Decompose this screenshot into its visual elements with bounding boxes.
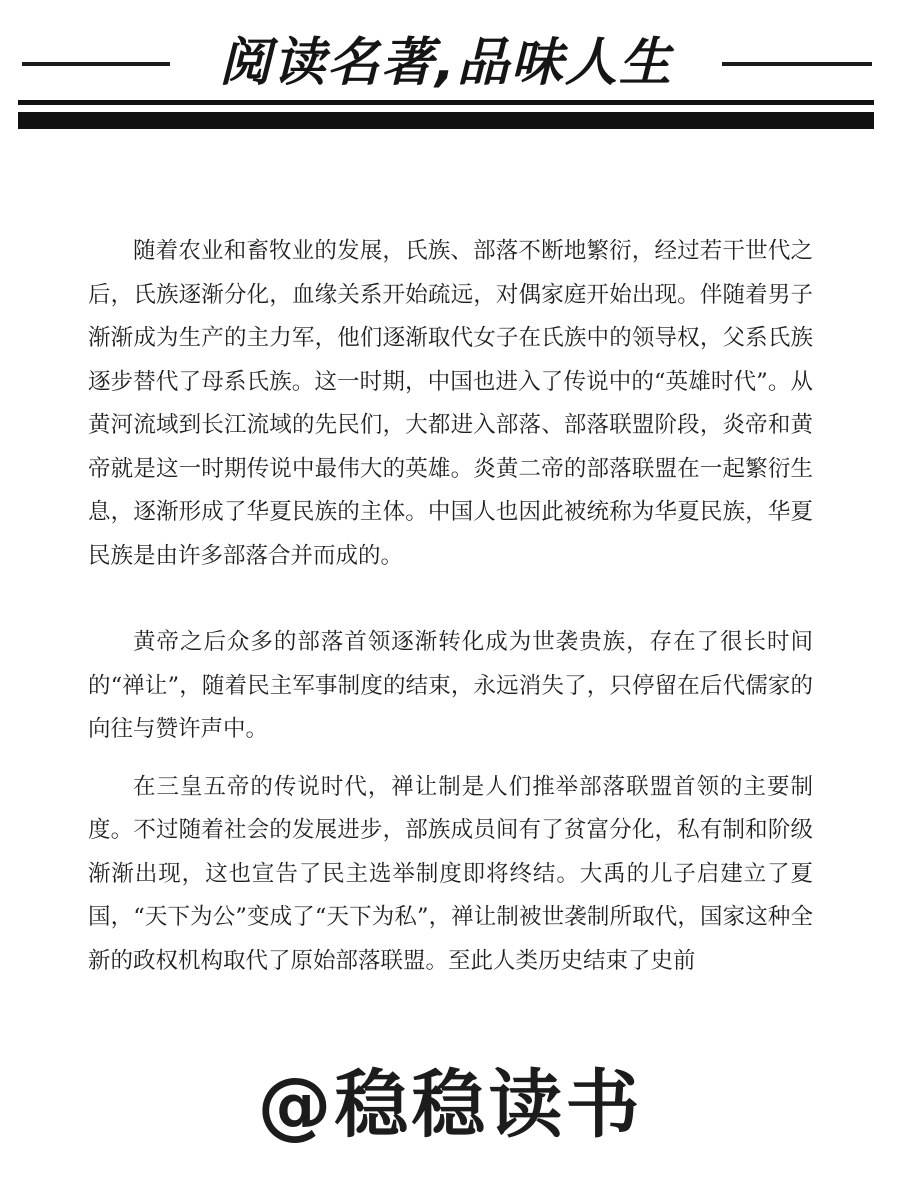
header-title: 阅读名著,品味人生 <box>219 33 673 93</box>
page-header <box>0 0 900 140</box>
paragraph-3: 在三皇五帝的传说时代，禅让制是人们推举部落联盟首领的主要制度。不过随着社会的发展进步，部族成员间有了贫富分化，私有制和阶级渐渐出现，这也宣告了民主选举制度即将终结。大禹的儿子启建立了夏国，“天下为公”变成了“天下为私”，禅让制被世袭制所取代，国家这种全新的政权机构取代了原始部落联盟。至此人类历史结束了史前 <box>88 773 813 974</box>
watermark-signature: @稳稳读书 <box>257 1062 643 1148</box>
header-thin-divider <box>18 100 874 105</box>
paragraph-1: 随着农业和畜牧业的发展，氏族、部落不断地繁衍，经过若干世代之后，氏族逐渐分化，血缘关系开始疏远，对偶家庭开始出现。伴随着男子渐渐成为生产的主力军，他们逐渐取代女子在氏族中的领导权，父系氏族逐步替代了母系氏族。这一时期，中国也进入了传说中的“英雄时代”。从黄河流域到长江流域的先民们，大都进入部落、部落联盟阶段，炎帝和黄帝就是这一时期传说中最伟大的英雄。炎黄二帝的部落联盟在一起繁衍生息，逐渐形成了华夏民族的主体。中国人也因此被统称为华夏民族，华夏民族是由许多部落合并而成的。 <box>88 238 813 569</box>
header-thick-divider <box>18 112 874 129</box>
header-left-rule <box>22 62 170 66</box>
paragraph-2: 黄帝之后众多的部落首领逐渐转化成为世袭贵族，存在了很长时间的“禅让”，随着民主军事制度的结束，永远消失了，只停留在后代儒家的向往与赞许声中。 <box>88 629 813 742</box>
article-body <box>88 230 813 984</box>
header-right-rule <box>722 62 872 66</box>
